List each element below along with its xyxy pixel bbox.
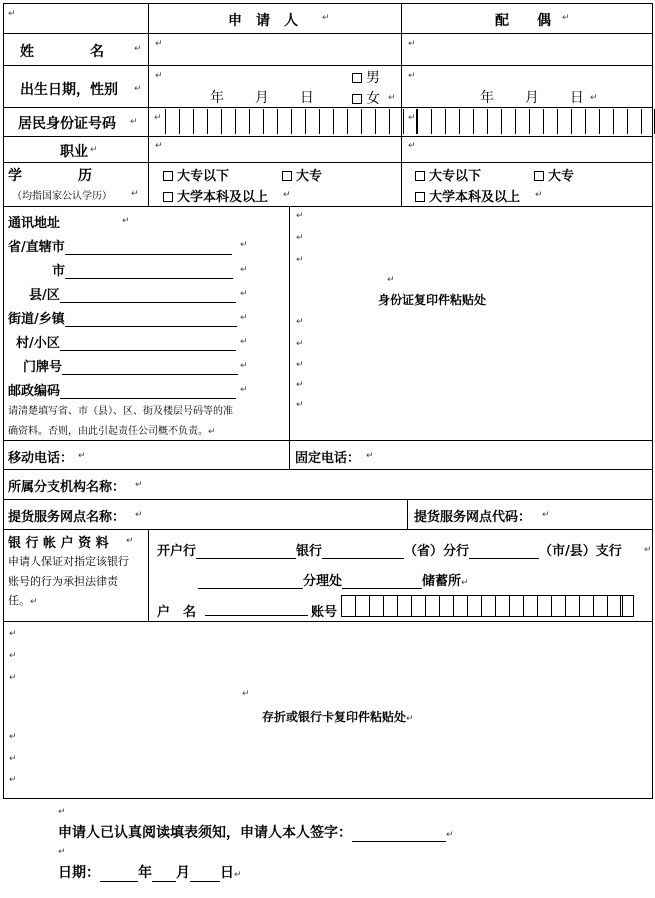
mobile-phone-label: 移动电话： (8, 451, 74, 466)
paragraph-mark: ↵ (240, 313, 248, 323)
pickup-point-code-field[interactable] (548, 501, 651, 528)
date-line: 日期： 年 月 日↵ (58, 865, 242, 881)
male-checkbox[interactable] (352, 73, 362, 83)
gender-female-option[interactable] (352, 88, 380, 108)
landline-phone-field[interactable] (370, 442, 651, 468)
grid-line (3, 499, 653, 500)
id-number-label: 居民身份证号码 (18, 116, 116, 132)
paragraph-mark: ↵ (134, 84, 142, 94)
paragraph-mark: ↵ (90, 145, 98, 155)
paragraph-mark: ↵ (155, 39, 163, 49)
occupation-label: 职业 (60, 144, 88, 160)
paragraph-mark: ↵ (296, 211, 304, 221)
bank-account-title: 银 行 帐 户 资 料 (8, 536, 109, 551)
address-village: 村/小区 (16, 332, 236, 351)
paragraph-mark: ↵ (387, 275, 395, 285)
address-title: 通讯地址 (8, 216, 61, 231)
province-branch-input[interactable] (469, 544, 539, 559)
savings-office-input[interactable] (342, 574, 422, 589)
address-city: 市 (52, 260, 233, 279)
grid-line (148, 3, 149, 206)
paragraph-mark: ↵ (296, 360, 304, 370)
spouse-edu-bachelor[interactable]: 大学本科及以上 (415, 186, 520, 205)
spouse-id-number-boxes[interactable] (417, 109, 655, 134)
paragraph-mark: ↵ (122, 216, 130, 226)
birth-gender-label: 出生日期，性别 (20, 82, 118, 98)
paragraph-mark: ↵ (9, 651, 17, 661)
paragraph-mark: ↵ (408, 141, 416, 151)
passbook-copy-label: 存折或银行卡复印件粘贴处↵ (262, 710, 414, 724)
bank-note-line2: 账号的行为承担法律责 (8, 575, 118, 588)
paragraph-mark: ↵ (542, 510, 550, 520)
paragraph-mark: ↵ (590, 93, 598, 103)
grid-line (3, 469, 653, 470)
spouse-edu-below-college[interactable]: 大专以下 (415, 165, 481, 184)
paragraph-mark: ↵ (9, 775, 17, 785)
grid-line (3, 65, 653, 66)
paragraph-mark: ↵ (644, 545, 652, 555)
bank-note-line3: 任。↵ (8, 594, 38, 607)
spouse-header: 配 偶 (495, 13, 551, 29)
year-unit: 年 (480, 90, 494, 106)
month-unit: 月 (524, 90, 539, 106)
paragraph-mark: ↵ (408, 39, 416, 49)
date-month-input[interactable] (152, 865, 176, 882)
account-number-boxes[interactable] (341, 595, 621, 616)
account-number-box-bottom (341, 616, 622, 617)
paragraph-mark: ↵ (155, 141, 163, 151)
bank-note-line1: 申请人保证对指定该银行 (8, 555, 129, 568)
pickup-point-code-label: 提货服务网点代码： (414, 510, 532, 525)
paragraph-mark: ↵ (388, 93, 396, 103)
spouse-birth-date (480, 87, 584, 107)
paragraph-mark: ↵ (296, 339, 304, 349)
pickup-point-name-field[interactable] (140, 501, 405, 528)
paragraph-mark: ↵ (296, 317, 304, 327)
village-input[interactable] (60, 336, 236, 351)
grid-line (3, 136, 653, 137)
paragraph-mark: ↵ (155, 71, 163, 81)
bank-line-2: 分理处 储蓄所↵ (198, 570, 469, 589)
paragraph-mark: ↵ (408, 113, 416, 123)
paragraph-mark: ↵ (154, 113, 162, 123)
paragraph-mark: ↵ (296, 380, 304, 390)
applicant-birth-date (210, 87, 314, 107)
paragraph-mark: ↵ (135, 510, 143, 520)
date-year-input[interactable] (100, 865, 138, 882)
checkbox[interactable] (282, 171, 292, 181)
paragraph-mark: ↵ (130, 117, 138, 127)
checkbox[interactable] (534, 171, 544, 181)
declaration: 申请人已认真阅读填表须知，申请人本人签字： ↵ (58, 825, 454, 841)
id-copy-label: 身份证复印件粘贴处 (378, 293, 487, 307)
applicant-edu-college[interactable]: 大专 (282, 165, 322, 184)
checkbox[interactable] (415, 171, 425, 181)
checkbox[interactable] (163, 171, 173, 181)
grid-line (3, 33, 653, 34)
paragraph-mark: ↵ (296, 255, 304, 265)
paragraph-mark: ↵ (240, 240, 248, 250)
name-label: 姓 名 (20, 44, 104, 60)
month-unit: 月 (254, 90, 269, 106)
account-name-label: 户 名 (157, 605, 197, 620)
paragraph-mark: ↵ (8, 9, 16, 19)
gender-male-option[interactable] (352, 67, 380, 87)
paragraph-mark: ↵ (408, 71, 416, 81)
grid-line (3, 107, 653, 108)
address-house-no: 门牌号 (23, 356, 238, 375)
applicant-edu-below-college[interactable]: 大专以下 (163, 165, 229, 184)
paragraph-mark: ↵ (240, 289, 248, 299)
applicant-header: 申 请 人 (228, 13, 298, 29)
paragraph-mark: ↵ (9, 629, 17, 639)
spouse-occupation-field[interactable] (403, 138, 652, 161)
address-street: 街道/乡镇 (8, 308, 237, 327)
branch-name-field[interactable] (140, 471, 651, 498)
applicant-edu-bachelor[interactable]: 大学本科及以上 (163, 186, 268, 205)
paragraph-mark: ↵ (9, 754, 17, 764)
landline-phone-label: 固定电话： (295, 451, 361, 466)
spouse-name-field[interactable] (403, 35, 652, 64)
grid-line (289, 206, 290, 469)
paragraph-mark: ↵ (242, 689, 250, 699)
street-input[interactable] (65, 312, 237, 327)
address-postal-code: 邮政编码 (8, 380, 236, 399)
applicant-id-number-boxes[interactable] (165, 109, 417, 134)
paragraph-mark: ↵ (135, 480, 143, 490)
paragraph-mark: ↵ (78, 451, 86, 461)
address-province: 省/直辖市 (8, 236, 232, 255)
account-number-extra-box[interactable] (622, 595, 634, 617)
day-unit: 日 (299, 90, 314, 106)
paragraph-mark: ↵ (535, 190, 543, 200)
paragraph-mark: ↵ (296, 400, 304, 410)
checkbox[interactable] (163, 192, 173, 202)
address-county: 县/区 (29, 284, 236, 303)
education-label: 学 历 (8, 168, 92, 184)
account-number-box-top (341, 595, 622, 596)
county-input[interactable] (60, 288, 236, 303)
paragraph-mark: ↵ (9, 732, 17, 742)
paragraph-mark: ↵ (134, 44, 142, 54)
female-checkbox[interactable] (352, 94, 362, 104)
paragraph-mark: ↵ (240, 337, 248, 347)
account-name-input[interactable] (205, 601, 308, 616)
id-copy-paste-area[interactable] (291, 208, 651, 439)
account-number-label: 账号 (311, 605, 338, 620)
branch-name-label: 所属分支机构名称： (8, 480, 126, 495)
paragraph-mark: ↵ (126, 536, 134, 546)
paragraph-mark: ↵ (240, 361, 248, 371)
postal-code-input[interactable] (60, 384, 236, 399)
grid-line (3, 162, 653, 163)
paragraph-mark: ↵ (58, 807, 66, 817)
day-unit: 日 (569, 90, 584, 106)
city-input[interactable] (65, 264, 233, 279)
mobile-phone-field[interactable] (82, 442, 287, 468)
paragraph-mark: ↵ (296, 233, 304, 243)
grid-line (401, 3, 402, 206)
paragraph-mark: ↵ (322, 13, 330, 23)
bank-name-input[interactable] (322, 544, 404, 559)
grid-line (148, 529, 149, 621)
paragraph-mark: ↵ (366, 451, 374, 461)
date-day-input[interactable] (190, 865, 220, 882)
house-no-input[interactable] (62, 360, 238, 375)
spouse-edu-college[interactable]: 大专 (534, 165, 574, 184)
year-unit: 年 (210, 90, 224, 106)
pickup-point-name-label: 提货服务网点名称： (8, 510, 126, 525)
checkbox[interactable] (415, 192, 425, 202)
grid-line (3, 206, 653, 207)
paragraph-mark: ↵ (562, 13, 570, 23)
applicant-name-field[interactable] (150, 35, 400, 64)
paragraph-mark: ↵ (240, 265, 248, 275)
paragraph-mark: ↵ (240, 385, 248, 395)
grid-line (3, 621, 653, 622)
female-label: 女 (366, 91, 380, 107)
open-bank-input[interactable] (196, 544, 296, 559)
paragraph-mark: ↵ (9, 673, 17, 683)
address-note-line2: 确资料。否则，由此引起责任公司概不负责。↵ (8, 426, 216, 437)
applicant-occupation-field[interactable] (150, 138, 400, 161)
sub-office-input[interactable] (198, 574, 303, 589)
grid-line (3, 440, 653, 441)
bank-line-1: 开户行 银行 （省）分行 （市/县）支行 (157, 544, 622, 559)
grid-line (407, 499, 408, 529)
paragraph-mark: ↵ (283, 190, 291, 200)
male-label: 男 (366, 70, 380, 86)
signature-input[interactable] (352, 825, 446, 842)
address-note-line1: 请清楚填写省、市（县）、区、街及楼层号码等的准 (8, 406, 233, 417)
education-note: （均指国家公认学历） (12, 191, 112, 202)
paragraph-mark: ↵ (58, 847, 66, 857)
province-input[interactable] (65, 240, 232, 255)
grid-line (3, 529, 653, 530)
paragraph-mark: ↵ (131, 189, 139, 199)
